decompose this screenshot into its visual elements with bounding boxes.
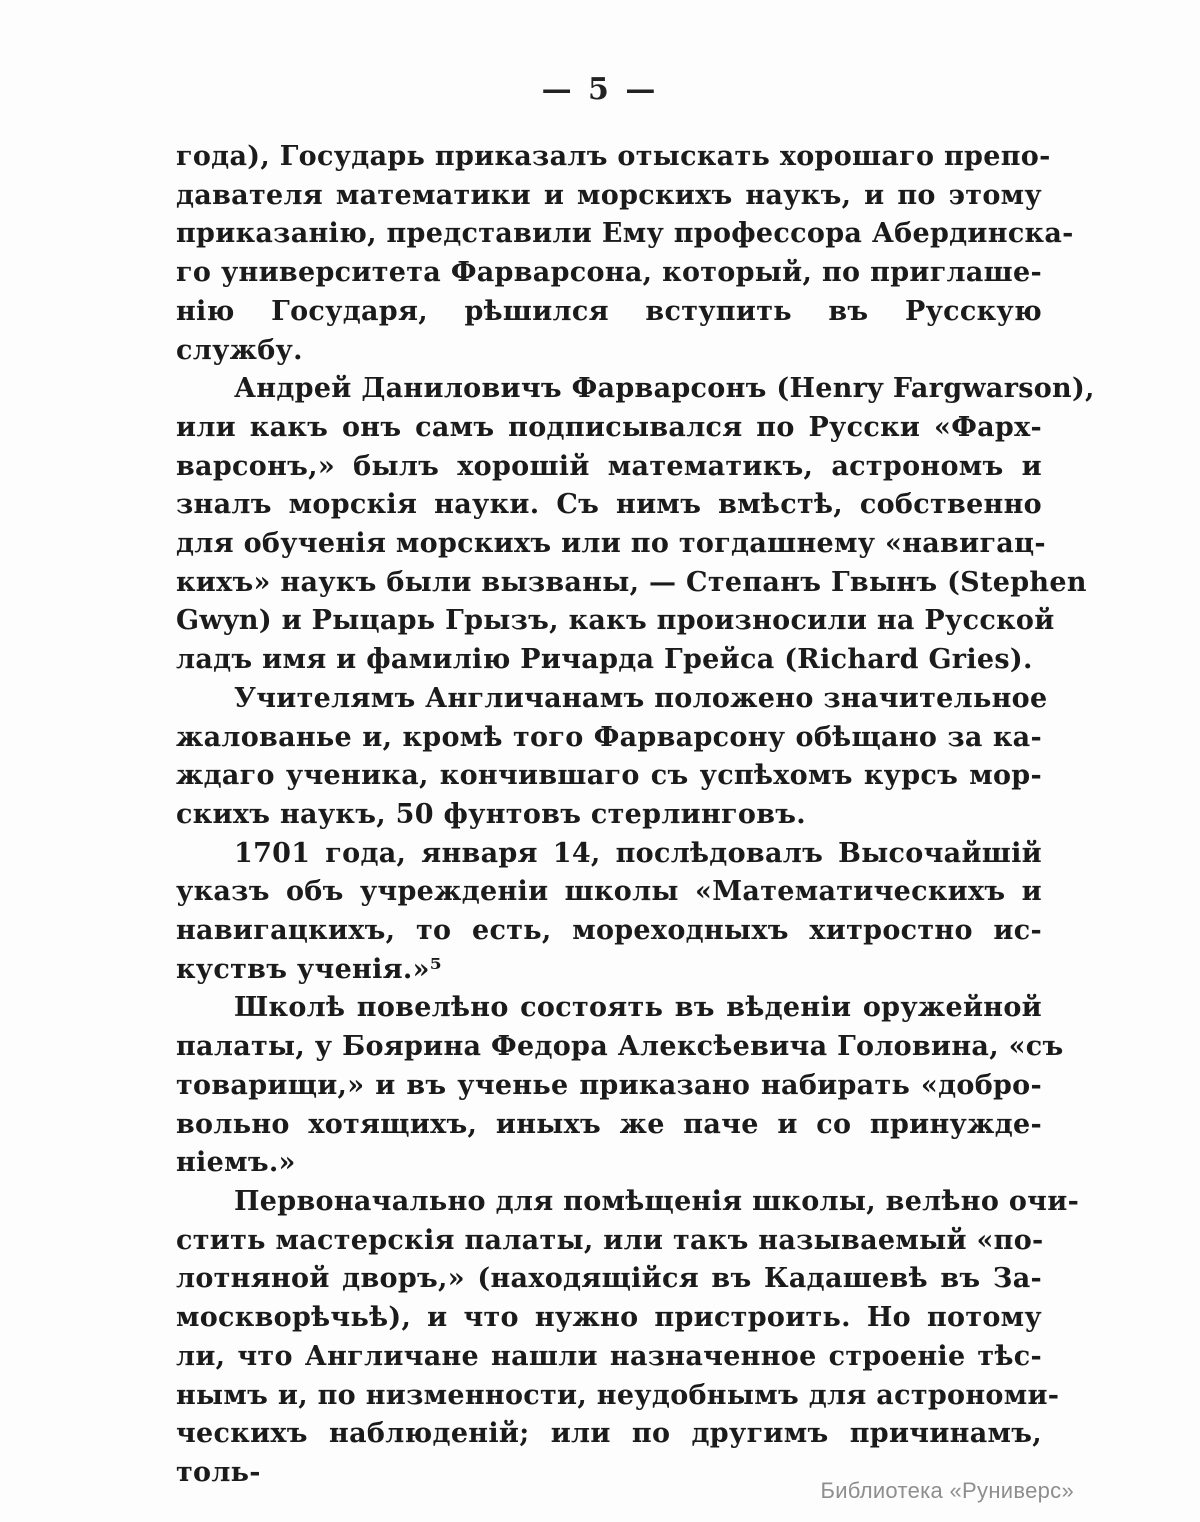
text-line: года), Государь приказалъ отыскать хорошаго препо-	[176, 141, 1051, 172]
text-line: ладъ имя и фамилію Ричарда Грейса (Richard Gries).	[176, 644, 1033, 676]
text-line: товарищи,» и въ ученье приказано набирать «добро-	[176, 1069, 1042, 1101]
library-watermark: Библиотека «Руниверс»	[820, 1478, 1074, 1503]
text-line: лотняной дворъ,» (находящійся въ Кадашевѣ въ За-	[176, 1263, 1042, 1295]
text-line: или какъ онъ самъ подписывался по Русски «Фарх-	[176, 411, 1042, 443]
text-line: навигацкихъ, то есть, мореходныхъ хитростно ис-	[176, 915, 1042, 947]
paragraph	[176, 989, 1064, 1183]
text-line: вольно хотящихъ, иныхъ же паче и со принужде-	[176, 1108, 1042, 1140]
text-line: Андрей Даниловичъ Фарварсонъ (Henry Fargwarson),	[234, 373, 1095, 405]
text-line: палаты, у Боярина Федора Алексѣевича Головина, «съ	[176, 1031, 1064, 1063]
text-line: указъ объ учрежденіи школы «Математическихъ и	[176, 876, 1042, 908]
text-line: приказанію, представили Ему профессора Абердинска-	[176, 218, 1074, 250]
text-line: стить мастерскія палаты, или такъ называемый «по-	[176, 1224, 1044, 1256]
text-line: жалованье и, кромѣ того Фарварсону обѣщано за ка-	[176, 721, 1042, 753]
text-line: москворѣчьѣ), и что нужно пристроить. Но потому	[176, 1302, 1042, 1334]
text-line: кихъ» наукъ были вызваны, — Степанъ Гвынъ (Stephen	[176, 566, 1087, 598]
text-line: Gwyn) и Рыцарь Грызъ, какъ произносили на Русской	[176, 605, 1055, 637]
text-line: для обученія морскихъ или по тогдашнему «навигац-	[176, 528, 1046, 560]
paragraph	[176, 680, 1048, 835]
text-line: нію Государя, рѣшился вступить въ Русскую службу.	[176, 295, 1042, 366]
text-line: ніемъ.»	[176, 1147, 296, 1179]
text-line: го университета Фарварсона, который, по приглаше-	[176, 257, 1042, 289]
paragraph	[176, 1183, 1080, 1493]
text-line: ческихъ наблюденій; или по другимъ причинамъ, толь-	[176, 1418, 1042, 1488]
text-line: давателя математики и морскихъ наукъ, и по этому	[176, 179, 1042, 211]
page-number: — 5 —	[541, 72, 659, 107]
text-line: варсонъ,» былъ хорошій математикъ, астрономъ и	[176, 450, 1042, 482]
page-text	[176, 138, 1095, 1493]
paragraph	[176, 370, 1095, 680]
text-line: 1701 года, января 14, послѣдовалъ Высочайшій	[234, 837, 1042, 869]
text-line: ждаго ученика, кончившаго съ успѣхомъ курсъ мор-	[176, 760, 1042, 792]
paragraph	[176, 835, 1042, 990]
text-line: Первоначально для помѣщенія школы, велѣно очи-	[234, 1185, 1080, 1217]
text-line: нымъ и, по низменности, неудобнымъ для астрономи-	[176, 1379, 1060, 1411]
text-line: Школѣ повелѣно состоять въ вѣденіи оружейной	[234, 992, 1042, 1024]
text-line: Учителямъ Англичанамъ положено значительное	[234, 682, 1048, 714]
text-line: зналъ морскія науки. Съ нимъ вмѣстѣ, собственно	[176, 489, 1042, 521]
text-line: ли, что Англичане нашли назначенное строеніе тѣс-	[176, 1340, 1042, 1372]
text-line: куствъ ученія.»⁵	[176, 953, 442, 985]
paragraph	[176, 138, 1074, 370]
text-line: скихъ наукъ, 50 фунтовъ стерлинговъ.	[176, 798, 806, 830]
